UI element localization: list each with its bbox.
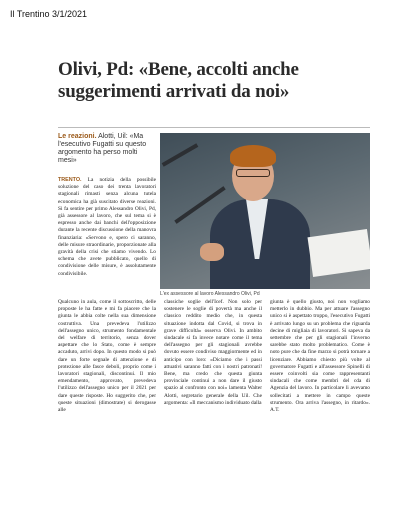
papers xyxy=(308,229,370,277)
article xyxy=(56,55,371,510)
dateline: TRENTO. xyxy=(58,177,82,183)
body-column-2: classiche soglie dell'Icef. Non solo per sostenere le soglie di povertà ma anche il classico reddito medio che, in questa situazione indotta dal Covid, si trova in grave difficoltà» osserva Olivi. In ambito sindacale si fa invece notare come il tema dell'assegno per gli stagionali avrebbe dovuto essere condiviso maggiormente ed in anticipo con loro: «Diciamo che i passi attuativi saranno fatti con i nostri patronati! Bene, ma credo che questa giunta provinciale continui a non dare il giusto spazio al confronto con noi» lamenta Walter Alotti, segretario generale della Uil. Che argomenta: «Il meccanismo individuato dalla xyxy=(164,299,262,406)
divider xyxy=(58,127,370,128)
body-column-1: Qualcuno in aula, come il sottoscritto, delle proposte le ha fatte e mi fa piacere che la giunta le abbia colte nella sua dimensione costruttiva. Una prevedeva l'utilizzo dell'assegno unico, strumento fondamentale del welfare di territorio, senza dover aspettare che lo Stato, come è sempre accaduto, arrivi dopo. In questo modo si può dare un forte segnale di attenzione e di protezione alle fasce deboli, proprio come i lavoratori stagionali, discontinui. Il mio emendamento, approvato, prevedeva l'utilizzo dell'assegno unico per il 2021 per dare queste risposte. Ho suggerito che, per queste situazioni (dimostrate) si derogasse alle xyxy=(58,299,156,414)
lead-text: La notizia della possibile soluzione del caso dei trenta lavoratori stagionali rimasti senza alcuna tutela economica ha già suscitato diverse reazioni. Si fa sentire per primo Alessandro Olivi, Pd, già assessore al lavoro, che sul tema si è espresso anche dai banchi dell'opposizione durante la recente discussione della manovra finanziaria: «Servono e, spero ci saranno, delle misure straordinarie, proporzionate alla gravità della crisi che stiamo vivendo. Lo schema che avete pubblicato, quello di condivisione delle misure, è assolutamente condivisibile. xyxy=(58,177,156,277)
source-label: Il Trentino 3/1/2021 xyxy=(10,9,88,19)
subhead-text: Alotti, Uil: «Ma l'esecutivo Fugatti su questo argomento ha perso molti mesi» xyxy=(58,133,147,164)
photo-caption: L'ex assessore al lavoro Alessandro Olivi, Pd xyxy=(160,291,260,297)
person-hand xyxy=(200,243,224,261)
subhead-kicker: Le reazioni. xyxy=(58,133,97,140)
headline: Olivi, Pd: «Bene, accolti anche suggerimenti arrivati da noi» xyxy=(58,59,299,102)
subhead xyxy=(58,133,156,165)
glasses-icon xyxy=(236,169,270,177)
lead-paragraph xyxy=(58,177,156,278)
body-column-3: giunta è quello giusto, noi non vogliamo metterlo in dubbio. Ma per attuare l'assegno unico si è aspettato troppo, l'esecutivo Fugatti è arrivato lungo su un problema che riguarda decine di migliaia di lavoratori. Si sapeva da settembre che per gli stagionali l'inverno sarebbe stato molto problematico. Come è noto pure che da fine marzo si potrà tornare a licenziare. Abbiamo chiesto più volte al governatore Fugatti e all'assessore Spinelli di essere coinvolti sia come rappresentanti sindacali che come membri del cda di Agenzia del lavoro. In particolare li avevamo sollecitati a mettere in campo queste strumento. Ora arriva l'assegno, in ritardo». A.T. xyxy=(270,299,370,414)
person-hair xyxy=(230,145,276,167)
portrait-photo xyxy=(160,133,370,289)
background-railing xyxy=(162,143,199,166)
